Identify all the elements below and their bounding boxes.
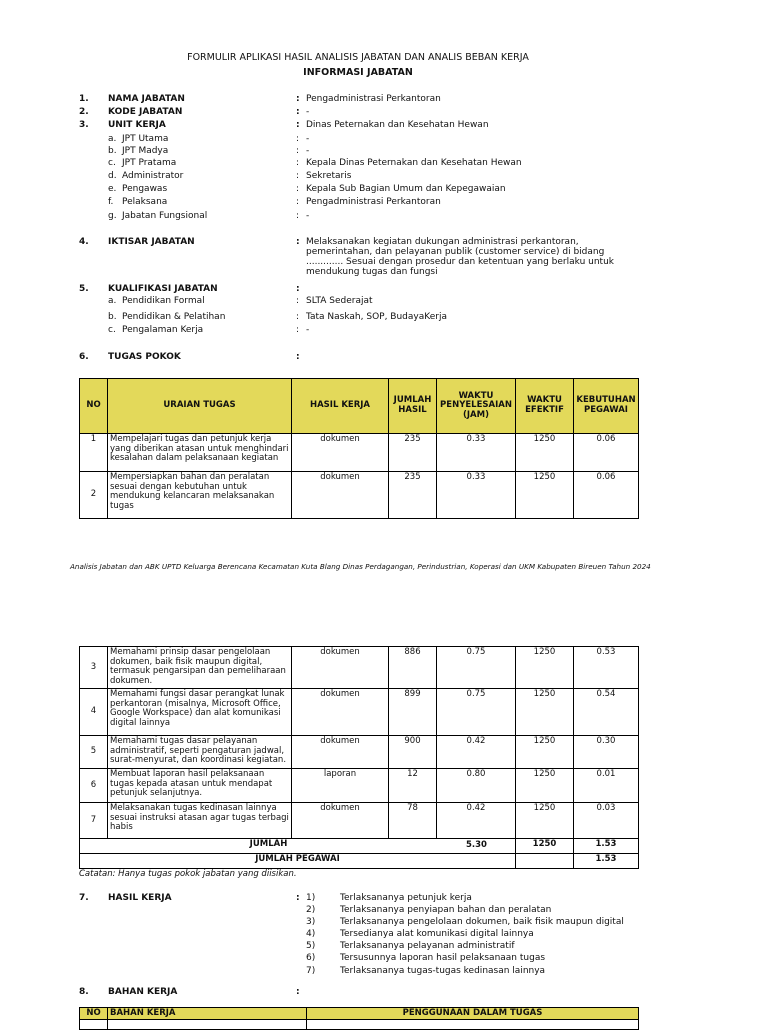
jpt-utama-value: - [306, 134, 310, 144]
cell-waktu: 0.75 [437, 647, 516, 689]
table-row [80, 434, 639, 472]
hasil-item: Terlaksananya petunjuk kerja [340, 893, 472, 903]
sub-letter: d. [108, 171, 117, 181]
sub-letter: b. [108, 146, 117, 156]
hasil-item: Terlaksananya penyiapan bahan dan peralatan [340, 905, 552, 915]
colon: : [296, 893, 300, 903]
header-waktu-efektif: WAKTU EFEKTIF [516, 379, 574, 434]
page-footer: Analisis Jabatan dan ABK UPTD Keluarga Berencana Kecamatan Kuta Blang Dinas Perdagangan, Perindustrian, Koperasi dan UKM Kabupaten Bireuen Tahun 2024 [70, 562, 651, 571]
cell-efektif: 1250 [516, 647, 574, 689]
pendidikan-formal-value: SLTA Sederajat [306, 296, 373, 306]
hasil-num: 5) [306, 941, 316, 951]
sub-letter: c. [108, 158, 116, 168]
cell-no: 4 [80, 689, 108, 736]
jumlah-efektif: 1250 [516, 839, 574, 854]
cell-hasil: dokumen [292, 434, 389, 472]
jumlah-pegawai-value: 1.53 [574, 854, 639, 869]
unit-kerja-value: Dinas Peternakan dan Kesehatan Hewan [306, 120, 489, 130]
hasil-num: 2) [306, 905, 316, 915]
hasil-kerja-label: HASIL KERJA [108, 893, 172, 903]
table-row [80, 736, 639, 769]
colon: : [296, 120, 300, 130]
jumlah-waktu: 5.30 [466, 840, 487, 850]
hasil-num: 6) [306, 953, 316, 963]
pendidikan-formal-label: Pendidikan Formal [122, 296, 205, 306]
hasil-item: Terlaksananya pelayanan administratif [340, 941, 515, 951]
cell-uraian: Melaksanakan tugas kedinasan lainnya sesuai instruksi atasan agar tugas terbagi habis [108, 803, 292, 839]
cell-kebutuhan: 0.06 [574, 434, 639, 472]
colon: : [296, 237, 300, 247]
jpt-madya-label: JPT Madya [122, 146, 169, 156]
pengalaman-kerja-value: - [306, 325, 310, 335]
iktisar-value: Melaksanakan kegiatan dukungan administrasi perkantoran, pemerintahan, dan pelayanan publik (customer service) di bidang ............. Sesuai dengan prosedur dan ketentuan yang berlaku untuk mendukung tugas dan fungsi [306, 237, 614, 277]
colon: : [296, 134, 300, 144]
cell-waktu: 0.33 [437, 434, 516, 472]
header-bahan-kerja: BAHAN KERJA [108, 1008, 307, 1020]
header-kebutuhan-pegawai: KEBUTUHAN PEGAWAI [574, 379, 639, 434]
item-number: 6. [79, 352, 89, 362]
table-row [80, 647, 639, 689]
item-number: 3. [79, 120, 89, 130]
item-number: 7. [79, 893, 89, 903]
sub-letter: a. [108, 296, 117, 306]
cell-efektif: 1250 [516, 736, 574, 769]
pelaksana-value: Pengadministrasi Perkantoran [306, 197, 441, 207]
item-number: 2. [79, 107, 89, 117]
header-penggunaan: PENGGUNAAN DALAM TUGAS [307, 1008, 639, 1020]
kode-jabatan-value: - [306, 107, 310, 117]
item-number: 8. [79, 987, 89, 997]
jumlah-pegawai-empty [516, 854, 574, 869]
bahan-kerja-label: BAHAN KERJA [108, 987, 178, 997]
sub-letter: c. [108, 325, 116, 335]
cell-waktu: 0.33 [437, 472, 516, 519]
header-jumlah-hasil: JUMLAH HASIL [389, 379, 437, 434]
jpt-utama-label: JPT Utama [122, 134, 169, 144]
nama-jabatan-label: NAMA JABATAN [108, 94, 185, 104]
cell-kebutuhan: 0.30 [574, 736, 639, 769]
cell-uraian: Mempelajari tugas dan petunjuk kerja yang diberikan atasan untuk menghindari kesalahan dalam pelaksanaan kegiatan [108, 434, 292, 472]
colon: : [296, 171, 300, 181]
hasil-item: Tersedianya alat komunikasi digital lainnya [340, 929, 534, 939]
tugas-pokok-label: TUGAS POKOK [108, 352, 181, 362]
colon: : [296, 312, 300, 322]
cell-empty [80, 1020, 108, 1030]
kode-jabatan-label: KODE JABATAN [108, 107, 183, 117]
administrator-value: Sekretaris [306, 171, 352, 181]
cell-jumlah: 886 [389, 647, 437, 689]
kualifikasi-label: KUALIFIKASI JABATAN [108, 284, 218, 294]
table-row [80, 803, 639, 839]
cell-waktu: 0.42 [437, 803, 516, 839]
colon: : [296, 158, 300, 168]
header-no: NO [80, 1008, 108, 1020]
cell-waktu: 0.80 [437, 769, 516, 803]
administrator-label: Administrator [122, 171, 184, 181]
hasil-num: 1) [306, 893, 316, 903]
colon: : [296, 184, 300, 194]
cell-kebutuhan: 0.03 [574, 803, 639, 839]
cell-uraian: Memahami tugas dasar pelayanan administratif, seperti pengaturan jadwal, surat-menyurat, dan koordinasi kegiatan. [108, 736, 292, 769]
cell-efektif: 1250 [516, 769, 574, 803]
catatan-note: Catatan: Hanya tugas pokok jabatan yang diisikan. [79, 869, 297, 879]
pengalaman-kerja-label: Pengalaman Kerja [122, 325, 204, 335]
cell-hasil: dokumen [292, 647, 389, 689]
table-row [80, 1020, 639, 1030]
item-number: 5. [79, 284, 89, 294]
cell-jumlah: 78 [389, 803, 437, 839]
cell-uraian: Memahami fungsi dasar perangkat lunak perkantoran (misalnya, Microsoft Office, Google Workspace) dan alat komunikasi digital lainnya [108, 689, 292, 736]
cell-jumlah: 235 [389, 434, 437, 472]
tugas-pokok-table-continued [79, 646, 639, 869]
cell-hasil: dokumen [292, 736, 389, 769]
cell-efektif: 1250 [516, 472, 574, 519]
cell-kebutuhan: 0.53 [574, 647, 639, 689]
jabatan-fungsional-label: Jabatan Fungsional [122, 211, 208, 221]
cell-efektif: 1250 [516, 689, 574, 736]
table-row [80, 472, 639, 519]
colon: : [296, 146, 300, 156]
item-number: 4. [79, 237, 89, 247]
cell-hasil: laporan [292, 769, 389, 803]
sub-letter: b. [108, 312, 117, 322]
bahan-kerja-table [79, 1007, 639, 1030]
jumlah-label-text: JUMLAH [249, 839, 288, 849]
header-waktu-penyelesaian: WAKTU PENYELESAIAN (JAM) [437, 379, 516, 434]
cell-jumlah: 235 [389, 472, 437, 519]
header-hasil-kerja: HASIL KERJA [292, 379, 389, 434]
colon: : [296, 987, 300, 997]
hasil-num: 4) [306, 929, 316, 939]
hasil-item: Terlaksananya pengelolaan dokumen, baik fisik maupun digital [340, 917, 624, 927]
header-uraian: URAIAN TUGAS [108, 379, 292, 434]
sub-letter: e. [108, 184, 117, 194]
jumlah-kebutuhan: 1.53 [574, 839, 639, 854]
cell-jumlah: 12 [389, 769, 437, 803]
pendidikan-pelatihan-value: Tata Naskah, SOP, BudayaKerja [306, 312, 447, 322]
colon: : [296, 94, 300, 104]
cell-waktu: 0.75 [437, 689, 516, 736]
sub-letter: f. [108, 197, 114, 207]
item-number: 1. [79, 94, 89, 104]
cell-no: 3 [80, 647, 108, 689]
jumlah-pegawai-label: JUMLAH PEGAWAI [80, 854, 516, 869]
pendidikan-pelatihan-label: Pendidikan & Pelatihan [122, 312, 226, 322]
cell-jumlah: 900 [389, 736, 437, 769]
cell-hasil: dokumen [292, 689, 389, 736]
form-title: FORMULIR APLIKASI HASIL ANALISIS JABATAN DAN ANALIS BEBAN KERJA [187, 52, 529, 63]
sub-letter: a. [108, 134, 117, 144]
cell-kebutuhan: 0.54 [574, 689, 639, 736]
colon: : [296, 197, 300, 207]
tugas-pokok-table [79, 378, 639, 519]
cell-kebutuhan: 0.06 [574, 472, 639, 519]
cell-empty [108, 1020, 307, 1030]
cell-uraian: Mempersiapkan bahan dan peralatan sesuai dengan kebutuhan untuk mendukung kelancaran melaksanakan tugas [108, 472, 292, 519]
sub-letter: g. [108, 211, 117, 221]
cell-hasil: dokumen [292, 803, 389, 839]
pelaksana-label: Pelaksana [122, 197, 168, 207]
cell-jumlah: 899 [389, 689, 437, 736]
section-title: INFORMASI JABATAN [303, 67, 413, 78]
cell-hasil: dokumen [292, 472, 389, 519]
hasil-item: Terlaksananya tugas-tugas kedinasan lainnya [340, 966, 546, 976]
table-row [80, 689, 639, 736]
jpt-pratama-label: JPT Pratama [122, 158, 177, 168]
unit-kerja-label: UNIT KERJA [108, 120, 166, 130]
colon: : [296, 107, 300, 117]
jumlah-pegawai-row [80, 854, 639, 869]
cell-no: 5 [80, 736, 108, 769]
colon: : [296, 352, 300, 362]
cell-no: 1 [80, 434, 108, 472]
cell-empty [307, 1020, 639, 1030]
cell-no: 7 [80, 803, 108, 839]
cell-efektif: 1250 [516, 434, 574, 472]
colon: : [296, 296, 300, 306]
cell-uraian: Memahami prinsip dasar pengelolaan dokumen, baik fisik maupun digital, termasuk pengarsipan dan pemeliharaan dokumen. [108, 647, 292, 689]
jpt-pratama-value: Kepala Dinas Peternakan dan Kesehatan Hewan [306, 158, 522, 168]
hasil-num: 7) [306, 966, 316, 976]
table-header-row [80, 1008, 639, 1020]
iktisar-label: IKTISAR JABATAN [108, 237, 195, 247]
cell-waktu: 0.42 [437, 736, 516, 769]
nama-jabatan-value: Pengadministrasi Perkantoran [306, 94, 441, 104]
hasil-item: Tersusunnya laporan hasil pelaksanaan tugas [340, 953, 546, 963]
jpt-madya-value: - [306, 146, 310, 156]
colon: : [296, 211, 300, 221]
cell-no: 2 [80, 472, 108, 519]
pengawas-value: Kepala Sub Bagian Umum dan Kepegawaian [306, 184, 506, 194]
hasil-num: 3) [306, 917, 316, 927]
cell-efektif: 1250 [516, 803, 574, 839]
table-header-row [80, 379, 639, 434]
colon: : [296, 325, 300, 335]
table-row [80, 769, 639, 803]
pengawas-label: Pengawas [122, 184, 168, 194]
jabatan-fungsional-value: - [306, 211, 310, 221]
colon: : [296, 284, 300, 294]
cell-uraian: Membuat laporan hasil pelaksanaan tugas kepada atasan untuk mendapat petunjuk selanjutnya. [108, 769, 292, 803]
cell-kebutuhan: 0.01 [574, 769, 639, 803]
header-no: NO [80, 379, 108, 434]
jumlah-row [80, 839, 639, 854]
cell-no: 6 [80, 769, 108, 803]
